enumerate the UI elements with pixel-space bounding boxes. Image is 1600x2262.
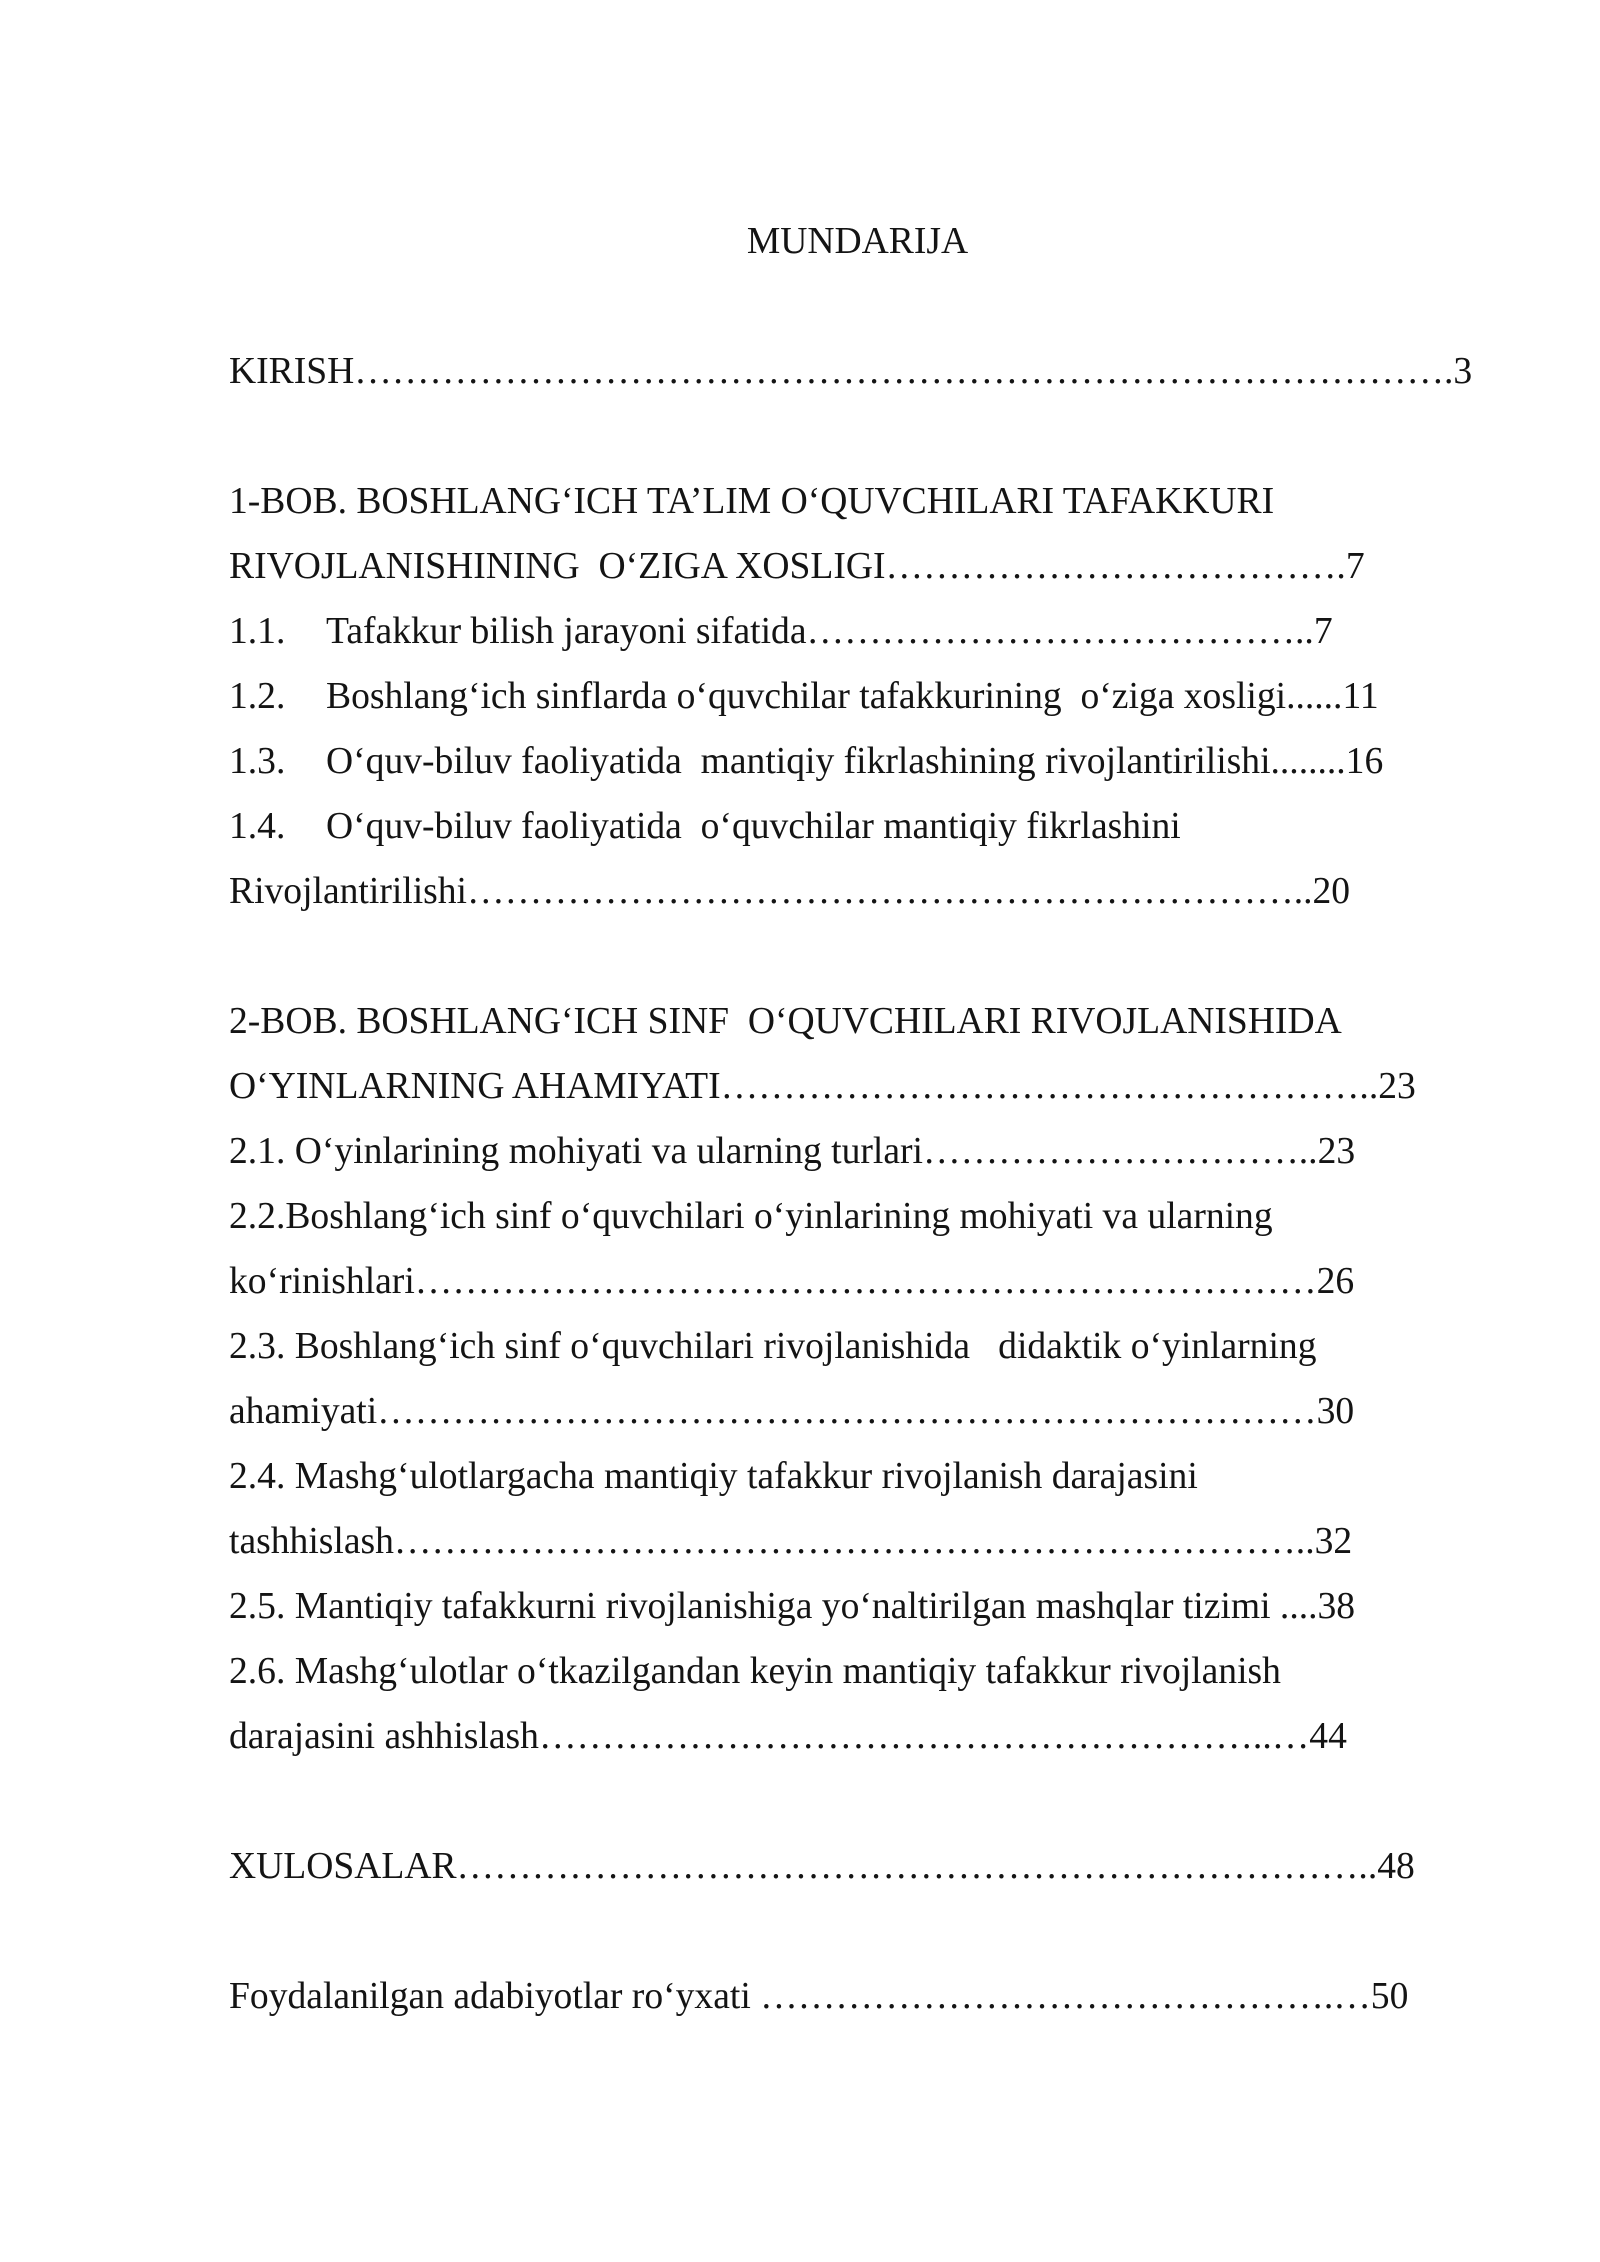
toc-entry-2-2: 2.2.Boshlang‘ich sinf o‘quvchilari o‘yinlarining mohiyati va ularning xyxy=(229,1196,1273,1237)
chapter-1-heading-line-1: 1-BOB. BOSHLANG‘ICH TA’LIM O‘QUVCHILARI TAFAKKURI xyxy=(229,481,1275,522)
toc-entry-1-4-continuation: Rivojlantirilishi…………………………………………………………..20 xyxy=(229,871,1351,912)
chapter-2-heading-line-2: O‘YINLARNING AHAMIYATI……………………………………………..23 xyxy=(229,1066,1416,1107)
toc-entry-references: Foydalanilgan adabiyotlar ro‘yxati ……………………………………….…50 xyxy=(229,1976,1409,2017)
toc-entry-1-4 xyxy=(229,794,1486,859)
section-number: 1.4. xyxy=(229,806,286,847)
toc-entry-2-4: 2.4. Mashg‘ulotlargacha mantiqiy tafakkur rivojlanish darajasini xyxy=(229,1456,1198,1497)
toc-entry-2-6-continuation: darajasini ashhislash…………………………………………………..…44 xyxy=(229,1716,1347,1757)
chapter-1 xyxy=(229,469,1486,924)
spacer xyxy=(229,924,1486,989)
section-title: Boshlang‘ich sinflarda o‘quvchilar tafakkurining o‘ziga xosligi......11 xyxy=(326,676,1379,717)
chapter-2-heading-line-1: 2-BOB. BOSHLANG‘ICH SINF O‘QUVCHILARI RIVOJLANISHIDA xyxy=(229,1001,1342,1042)
toc-entry-2-5: 2.5. Mantiqiy tafakkurni rivojlanishiga yo‘naltirilgan mashqlar tizimi ....38 xyxy=(229,1586,1356,1627)
toc-entry-conclusions: XULOSALAR………………………………………………………………..48 xyxy=(229,1846,1415,1887)
table-of-contents xyxy=(229,209,1486,2029)
spacer xyxy=(229,404,1486,469)
toc-entry-2-2-continuation: ko‘rinishlari………………………………………………………………26 xyxy=(229,1261,1355,1302)
toc-entry-2-1: 2.1. O‘yinlarining mohiyati va ularning turlari…………………………..23 xyxy=(229,1131,1356,1172)
section-title: O‘quv-biluv faoliyatida o‘quvchilar mantiqiy fikrlashini xyxy=(326,806,1181,847)
toc-entry-2-4-continuation: tashhislash………………………………………………………………..32 xyxy=(229,1521,1353,1562)
page-title: MUNDARIJA xyxy=(746,221,969,262)
toc-entry-1-2 xyxy=(229,664,1486,729)
section-title: Tafakkur bilish jarayoni sifatida…………………………………..7 xyxy=(326,611,1333,652)
spacer xyxy=(229,1769,1486,1834)
toc-entry-2-3: 2.3. Boshlang‘ich sinf o‘quvchilari rivojlanishida didaktik o‘yinlarning xyxy=(229,1326,1317,1367)
section-number: 1.2. xyxy=(229,676,286,717)
toc-entry-2-6: 2.6. Mashg‘ulotlar o‘tkazilgandan keyin mantiqiy tafakkur rivojlanish xyxy=(229,1651,1281,1692)
section-title: O‘quv-biluv faoliyatida mantiqiy fikrlashining rivojlantirilishi........16 xyxy=(326,741,1384,782)
spacer xyxy=(229,274,1486,339)
toc-entry-intro: KIRISH…………………………………………………………………………….3 xyxy=(229,351,1473,392)
section-number: 1.3. xyxy=(229,741,286,782)
chapter-2 xyxy=(229,989,1486,1769)
toc-entry-1-3 xyxy=(229,729,1486,794)
chapter-1-heading-line-2: RIVOJLANISHINING O‘ZIGA XOSLIGI……………………………….7 xyxy=(229,546,1365,587)
toc-entry-1-1 xyxy=(229,599,1486,664)
toc-entry-2-3-continuation: ahamiyati…………………………………………………………………30 xyxy=(229,1391,1355,1432)
spacer xyxy=(229,1899,1486,1964)
section-number: 1.1. xyxy=(229,611,286,652)
